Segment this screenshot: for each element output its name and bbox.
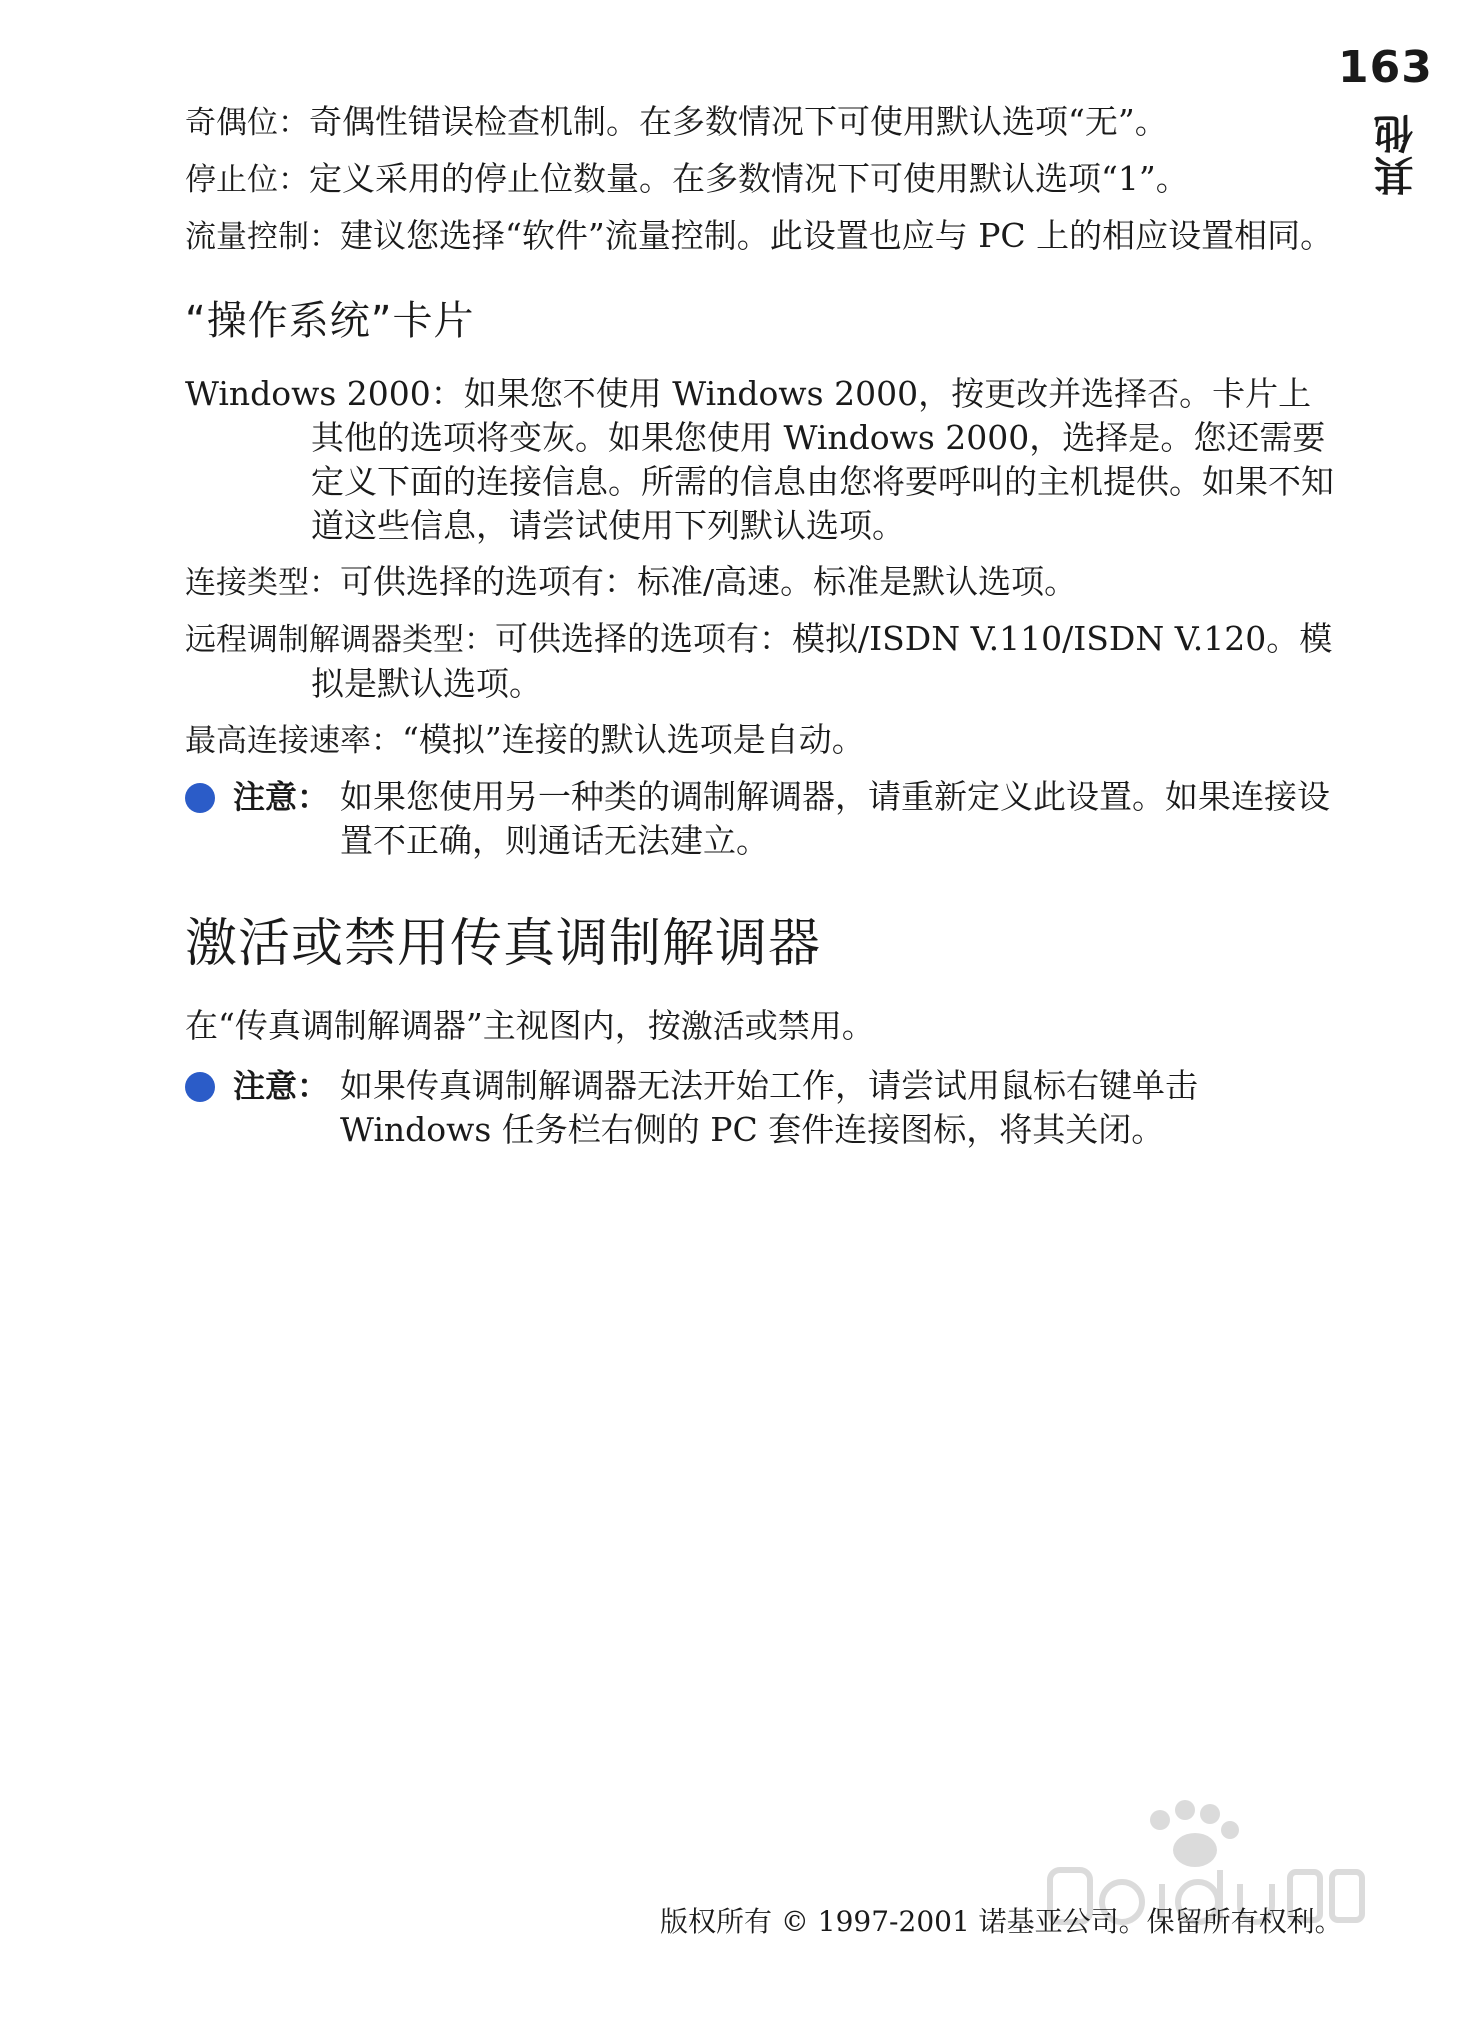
ui-term-yes: 是 — [1128, 419, 1161, 457]
entry-text: 。卡片上其他的选项将变灰。如果您使用 Windows 2000，选择 — [311, 374, 1312, 457]
entry-text: 并选择 — [1048, 374, 1148, 413]
ui-term-change: 更改 — [984, 375, 1049, 413]
entry-text: 奇偶性错误检查机制。在多数情况下可使用默认选项“无”。 — [309, 102, 1168, 141]
ui-term-activate: 激活 — [680, 1007, 745, 1045]
paragraph-text: 。 — [841, 1006, 875, 1045]
page-content — [185, 100, 1335, 1166]
entry-text: 如果您不使用 Windows 2000，按 — [463, 374, 985, 413]
copyright-footer: 版权所有 © 1997-2001 诺基亚公司。保留所有权利。 — [660, 1905, 1343, 1938]
page-number: 163 — [1338, 42, 1433, 93]
entry-text: 建议您选择“软件”流量控制。此设置也应与 PC 上的相应设置相同。 — [340, 216, 1334, 255]
entry-text: 可供选择的选项有：标准/高速。标准是默认选项。 — [340, 562, 1078, 601]
ui-term-disable: 禁用 — [777, 1007, 842, 1045]
entry-term: 最高连接速率： — [185, 723, 402, 759]
entry-parity — [185, 100, 1335, 145]
entry-remote-modem-type — [185, 617, 1335, 706]
note-text: 如果传真调制解调器无法开始工作，请尝试用鼠标右键单击 Windows 任务栏右侧的 PC 套件连接图标，将其关闭。 — [340, 1066, 1198, 1149]
section-heading-fax-modem: 激活或禁用传真调制解调器 — [185, 914, 822, 974]
entry-max-connection-rate — [185, 718, 1335, 763]
entry-text: “模拟”连接的默认选项是自动。 — [402, 720, 865, 759]
paragraph-text: 或 — [744, 1006, 778, 1045]
entry-connection-type — [185, 560, 1335, 605]
note-text: 如果您使用另一种类的调制解调器，请重新定义此设置。如果连接设置不正确，则通话无法建立。 — [340, 777, 1330, 860]
note-fax-modem — [185, 1064, 1335, 1152]
entry-term: Windows 2000： — [185, 374, 464, 413]
note-bullet-icon — [185, 783, 215, 813]
entry-windows-2000 — [185, 372, 1335, 548]
note-bullet-icon — [185, 1072, 215, 1102]
section-side-tab: 其他 — [1374, 112, 1420, 196]
ui-term-no: 否 — [1147, 375, 1180, 413]
entry-term: 连接类型： — [185, 565, 340, 601]
entry-text: 。您还需要定义下面的连接信息。所需的信息由您将要呼叫的主机提供。如果不知道这些信息，请尝试使用下列默认选项。 — [311, 418, 1334, 545]
paragraph-activate-disable — [185, 1004, 1335, 1048]
entry-term: 远程调制解调器类型： — [185, 622, 495, 658]
entry-term: 停止位： — [185, 162, 309, 198]
entry-term: 奇偶位： — [185, 105, 309, 141]
note-label: 注意： — [233, 778, 330, 816]
entry-flow-control — [185, 214, 1335, 259]
os-card-heading: “操作系统”卡片 — [185, 298, 475, 344]
note-modem-setting — [185, 775, 1335, 863]
entry-stop-bits — [185, 157, 1335, 202]
entry-term: 流量控制： — [185, 219, 340, 255]
entry-text: 可供选择的选项有：模拟/ISDN V.110/ISDN V.120。模拟是默认选项。 — [311, 619, 1333, 703]
entry-text: 定义采用的停止位数量。在多数情况下可使用默认选项“1”。 — [309, 159, 1189, 198]
paragraph-text: 在“传真调制解调器”主视图内，按 — [185, 1006, 681, 1045]
note-label: 注意： — [233, 1067, 330, 1105]
